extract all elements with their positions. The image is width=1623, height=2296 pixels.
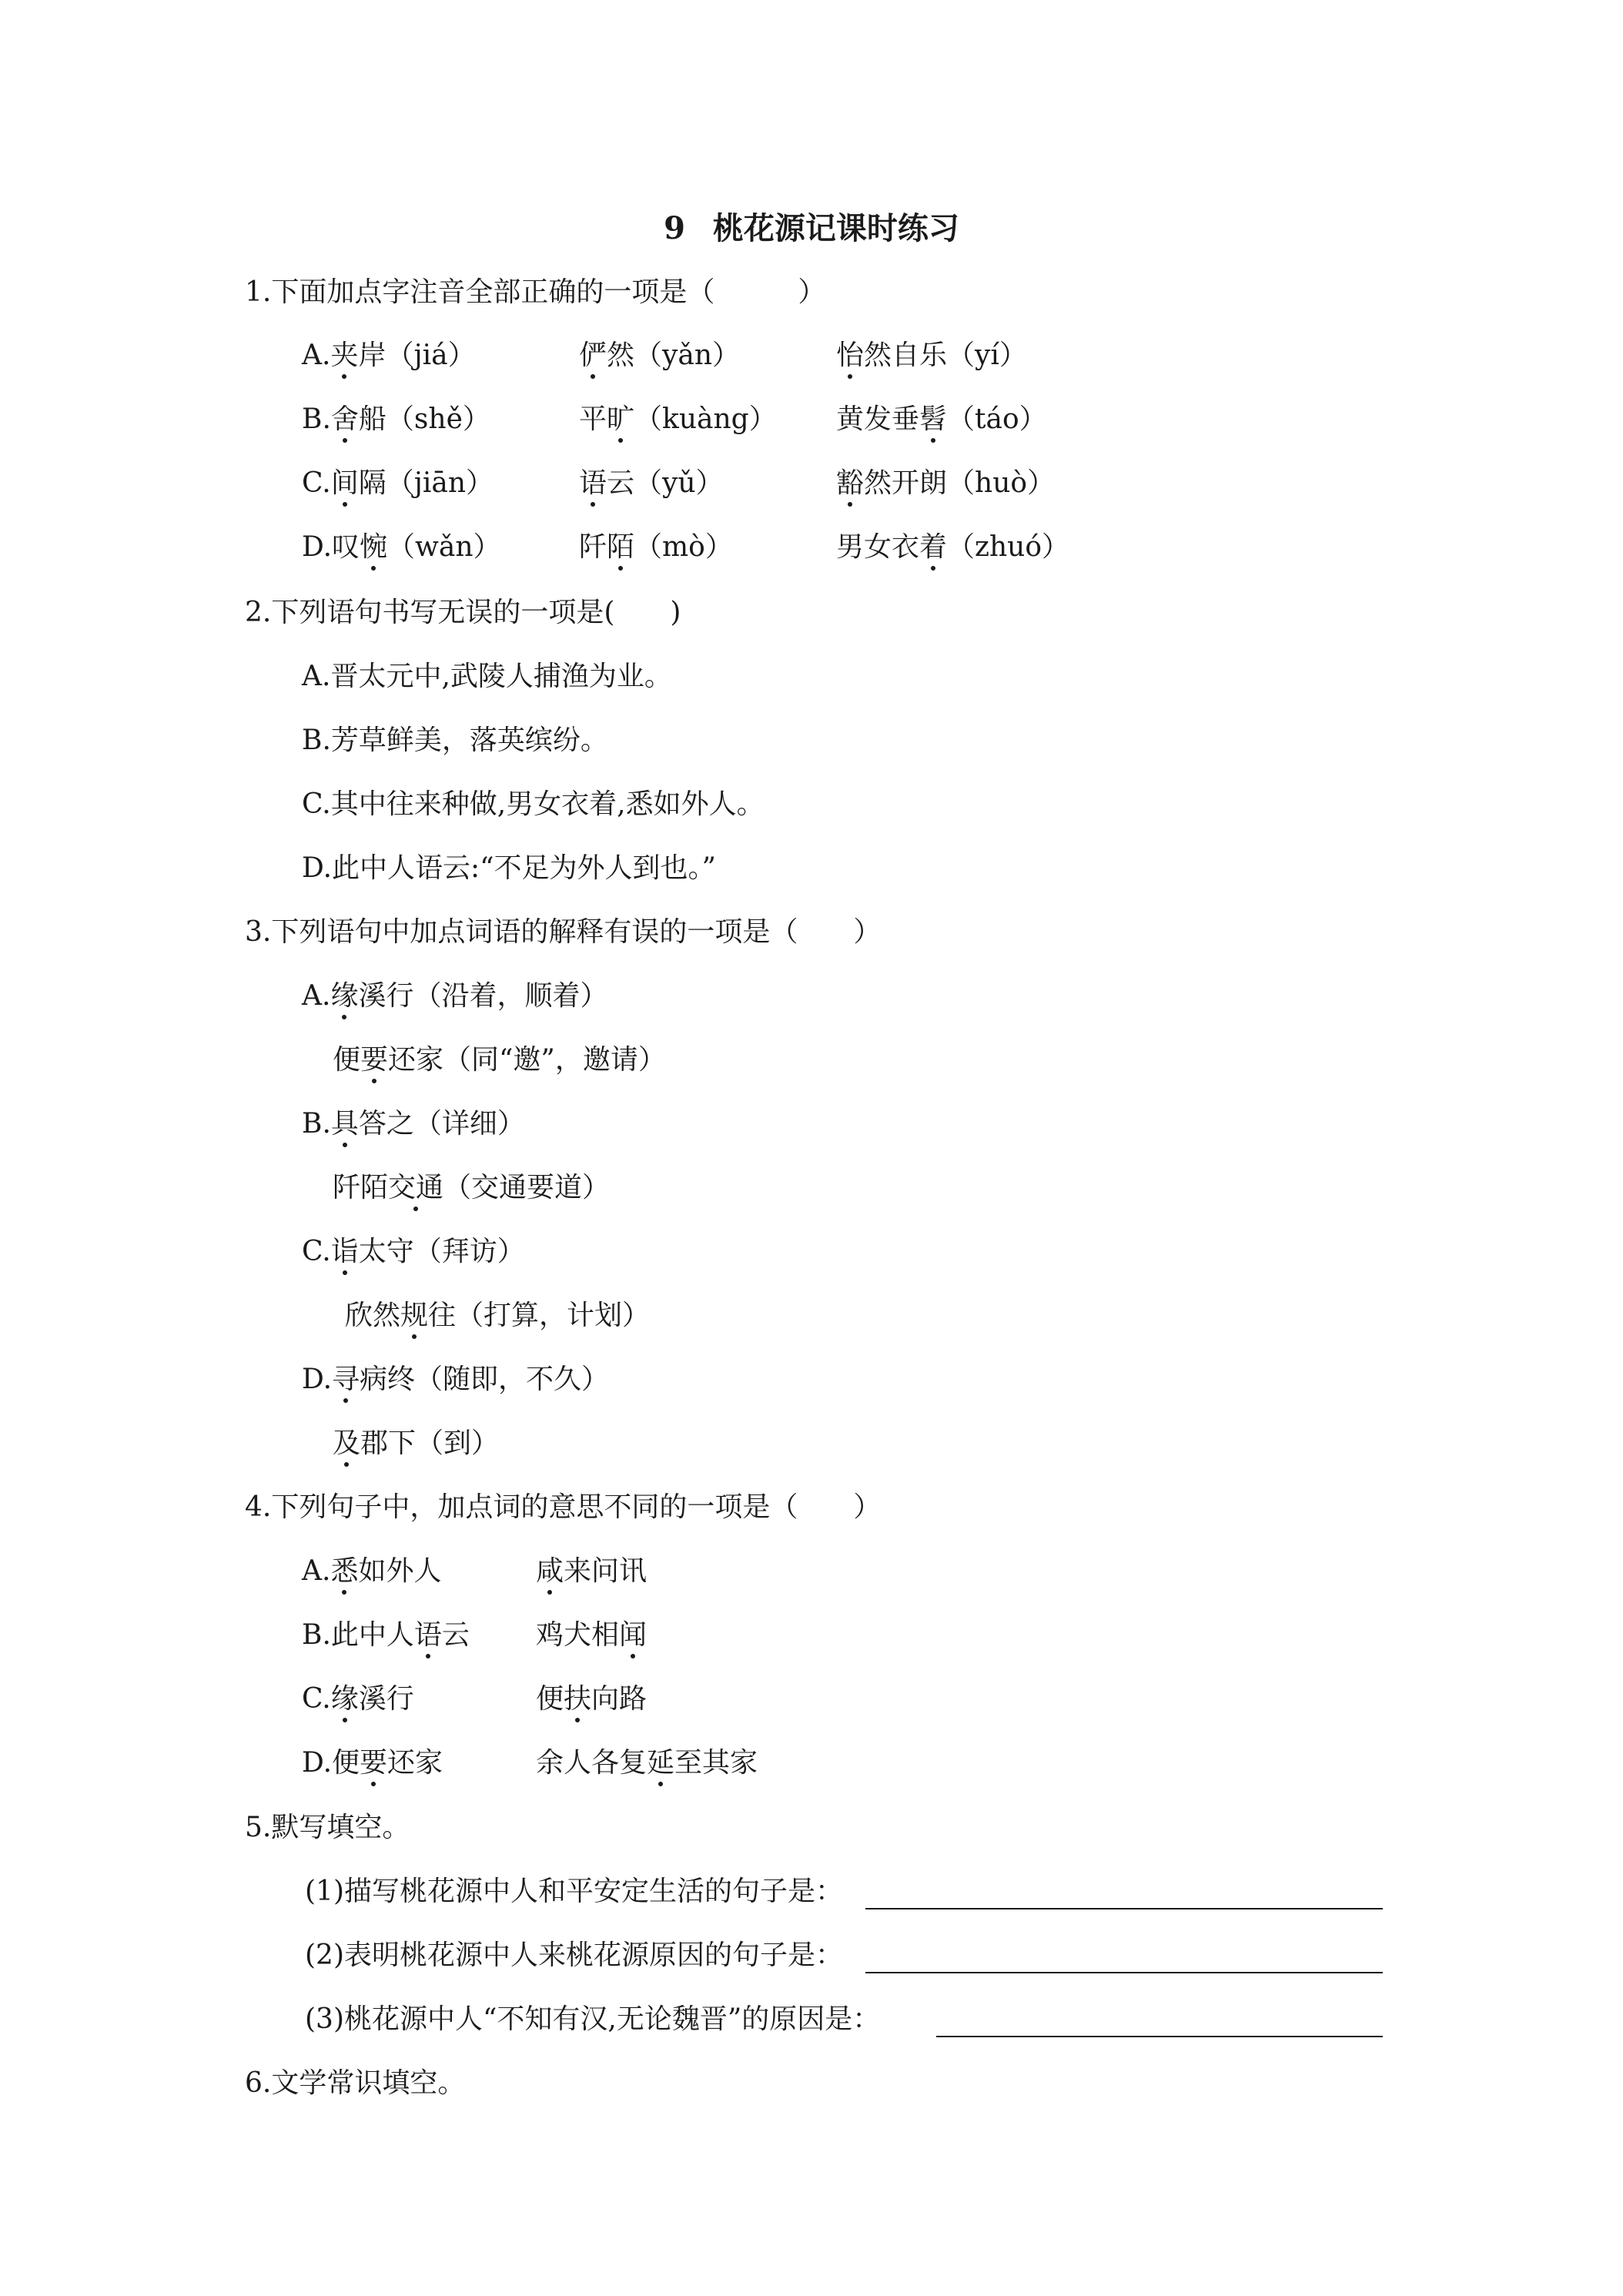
q5-item-1-answer-blank[interactable] [865,1908,1383,1909]
q4-option-c: C.缘溪行 [302,1683,414,1715]
q1-option-a-word-2: 俨然（yǎn） [579,340,741,371]
q2-option-c: C.其中往来种做,男女衣着,悉如外人。 [302,788,765,820]
question-6-stem: 6.文学常识填空。 [245,2067,466,2099]
q3-option-b-line-2: 阡陌交通（交通要道） [333,1172,611,1203]
q1-option-d: D.叹惋（wǎn） [302,531,501,563]
lesson-title: 桃花源记课时练习 [712,210,959,246]
q4-option-a-phrase-2: 咸来问讯 [536,1555,648,1587]
question-1-stem: 1.下面加点字注音全部正确的一项是（ ） [245,276,826,308]
q4-option-d: D.便要还家 [302,1747,443,1779]
question-5-stem: 5.默写填空。 [245,1812,410,1843]
q1-option-c-word-3: 豁然开朗（huò） [836,467,1056,499]
q4-option-b-phrase-2: 鸡犬相闻 [536,1619,648,1651]
q5-item-3-answer-blank[interactable] [936,2036,1383,2037]
q4-option-a: A.悉如外人 [302,1555,442,1587]
q2-option-b: B.芳草鲜美，落英缤纷。 [302,725,608,756]
q5-item-1-label: (1)描写桃花源中人和平安定生活的句子是： [305,1876,843,1907]
q2-option-a: A.晋太元中,武陵人捕渔为业。 [302,661,672,692]
q1-option-c-word-2: 语云（yǔ） [579,467,724,499]
question-4-stem: 4.下列句子中，加点词的意思不同的一项是（ ） [245,1491,882,1523]
q1-option-b-word-2: 平旷（kuàng） [579,403,777,435]
q4-option-b: B.此中人语云 [302,1619,470,1651]
q5-item-3-label: (3)桃花源中人“不知有汉,无论魏晋”的原因是： [305,2003,881,2035]
q3-option-b-line-1: B.具答之（详细） [302,1108,525,1140]
lesson-number: 9 [664,210,685,246]
q1-option-d-word-3: 男女衣着（zhuó） [836,531,1070,563]
page-title [0,209,1623,248]
q3-option-c-line-2: 欣然规往（打算，计划） [345,1300,651,1331]
q3-option-d-line-2: 及郡下（到） [333,1427,500,1459]
q1-option-b-word-3: 黄发垂髫（táo） [836,403,1047,435]
q1-option-a: A.夹岸（jiá） [302,340,476,371]
q4-option-c-phrase-2: 便扶向路 [536,1683,648,1715]
q3-option-d-line-1: D.寻病终（随即，不久） [302,1364,610,1395]
question-3-stem: 3.下列语句中加点词语的解释有误的一项是（ ） [245,916,882,948]
q5-item-2-answer-blank[interactable] [865,1972,1383,1973]
q3-option-a-line-2: 便要还家（同“邀”，邀请） [333,1044,666,1076]
q3-option-c-line-1: C.诣太守（拜访） [302,1236,525,1267]
q1-option-a-word-3: 怡然自乐（yí） [836,340,1027,371]
q1-option-c: C.间隔（jiān） [302,467,494,499]
question-2-stem: 2.下列语句书写无误的一项是( ) [245,597,681,628]
q4-option-d-phrase-2: 余人各复延至其家 [536,1747,758,1779]
q1-option-b: B.舍船（shě） [302,403,490,435]
q3-option-a-line-1: A.缘溪行（沿着，顺着） [302,980,608,1012]
q5-item-2-label: (2)表明桃花源中人来桃花源原因的句子是： [305,1940,843,1971]
q2-option-d: D.此中人语云:“不足为外人到也。” [302,852,716,884]
q1-option-d-word-2: 阡陌（mò） [579,531,733,563]
